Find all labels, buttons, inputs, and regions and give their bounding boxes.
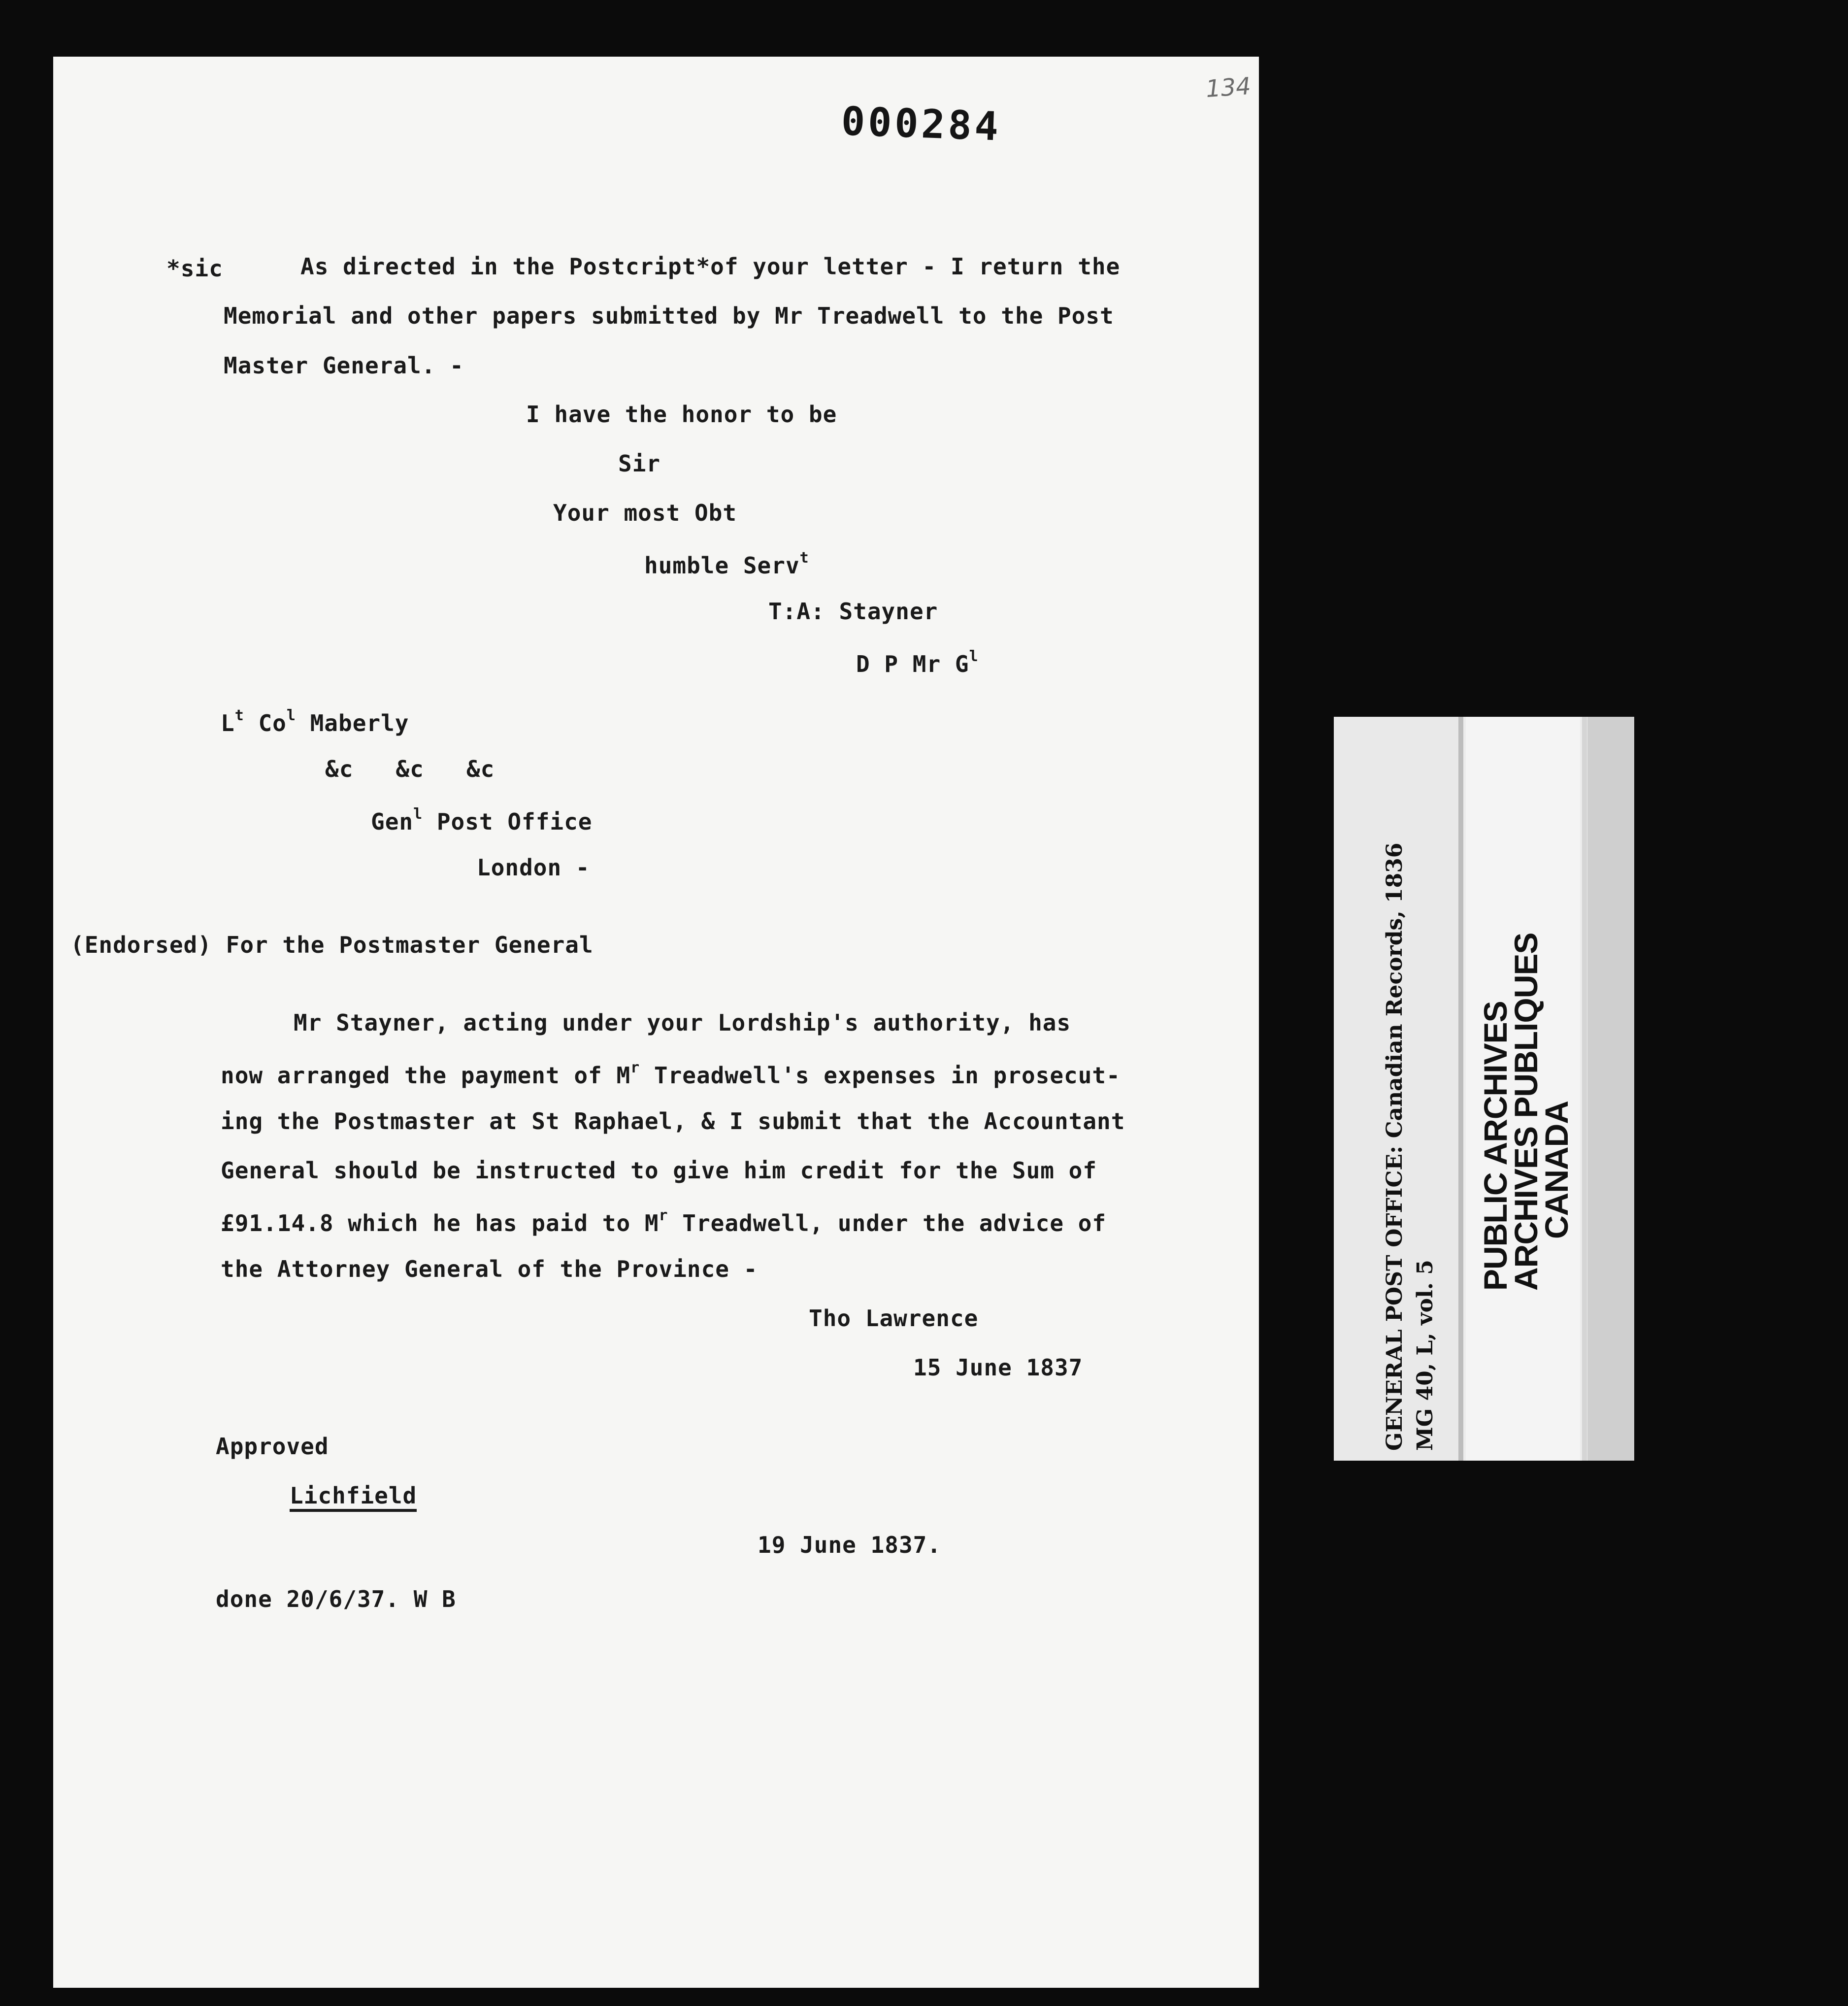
paragraph-2-line-4: General should be instructed to give him credit for the Sum of xyxy=(221,1157,1097,1184)
archive-label-line-2: MG 40, L, vol. 5 xyxy=(1413,1260,1438,1451)
paragraph-2-line-2-a: now arranged the payment of M xyxy=(221,1062,631,1089)
address-line-1 xyxy=(221,708,409,735)
closing-line-4-main: humble Serv xyxy=(644,552,800,579)
paragraph-2-line-5-sup: r xyxy=(659,1207,668,1224)
archive-label-line-1: GENERAL POST OFFICE: Canadian Records, 1836 xyxy=(1382,842,1407,1451)
paragraph-1-line-2: Memorial and other papers submitted by Mr Treadwell to the Post xyxy=(224,302,1114,329)
address-line-3 xyxy=(371,807,593,833)
paragraph-2-line-2-b: Treadwell's expenses in prosecut- xyxy=(640,1062,1121,1089)
archive-label-line-4: ARCHIVES PUBLIQUES xyxy=(1508,933,1544,1291)
paragraph-2-line-2 xyxy=(221,1061,1121,1087)
address-line-3-b: Post Office xyxy=(423,808,593,835)
address-line-1-b: Co xyxy=(244,710,287,736)
address-line-1-sup-2: l xyxy=(286,707,296,724)
document-page xyxy=(53,57,1259,1988)
paragraph-2-line-3: ing the Postmaster at St Raphael, & I submit that the Accountant xyxy=(221,1108,1125,1135)
address-line-1-c: Maberly xyxy=(296,710,409,736)
document-stamp-number: 000284 xyxy=(840,98,1002,150)
paragraph-2-line-5 xyxy=(221,1208,1106,1235)
address-line-4: London - xyxy=(477,854,590,881)
endorsement-heading: (Endorsed) For the Postmaster General xyxy=(70,932,594,958)
closing-line-4 xyxy=(644,551,809,577)
paragraph-2-line-2-sup: r xyxy=(630,1059,640,1076)
closing-line-3: Your most Obt xyxy=(553,500,737,526)
first-date: 15 June 1837 xyxy=(913,1354,1083,1381)
approver-name: Lichfield xyxy=(290,1484,417,1512)
approved-label: Approved xyxy=(216,1433,329,1460)
folio-number: 134 xyxy=(1205,72,1252,103)
signature-name: T:A: Stayner xyxy=(768,598,938,625)
paragraph-1-line-1: As directed in the Postcript*of your letter - I return the xyxy=(300,253,1121,280)
closing-line-2: Sir xyxy=(618,450,661,477)
address-line-2: &c &c &c xyxy=(325,756,495,782)
archive-label-line-3: PUBLIC ARCHIVES xyxy=(1477,1001,1514,1291)
address-line-3-sup: l xyxy=(413,805,423,823)
signature-title xyxy=(856,649,979,675)
paragraph-2-line-5-a: £91.14.8 which he has paid to M xyxy=(221,1210,659,1237)
closing-line-1: I have the honor to be xyxy=(526,401,837,428)
paragraph-1-line-3: Master General. - xyxy=(224,352,464,379)
paragraph-2-line-1: Mr Stayner, acting under your Lordship's authority, has xyxy=(294,1009,1071,1036)
address-line-1-sup-1: t xyxy=(234,707,244,724)
paragraph-2-line-5-b: Treadwell, under the advice of xyxy=(668,1210,1107,1237)
signature-title-main: D P Mr G xyxy=(856,651,969,677)
archive-label-line-5: CANADA xyxy=(1538,1101,1575,1239)
closing-line-4-sup: t xyxy=(799,549,809,567)
sic-note: *sic xyxy=(166,255,223,282)
address-line-1-a: L xyxy=(221,710,235,736)
second-signer: Tho Lawrence xyxy=(809,1305,979,1332)
second-date: 19 June 1837. xyxy=(758,1532,942,1558)
archive-label-card xyxy=(1334,717,1634,1461)
paragraph-2-line-6: the Attorney General of the Province - xyxy=(221,1256,758,1282)
done-note: done 20/6/37. W B xyxy=(216,1586,456,1612)
address-line-3-a: Gen xyxy=(371,808,414,835)
signature-title-sup: l xyxy=(969,648,979,665)
